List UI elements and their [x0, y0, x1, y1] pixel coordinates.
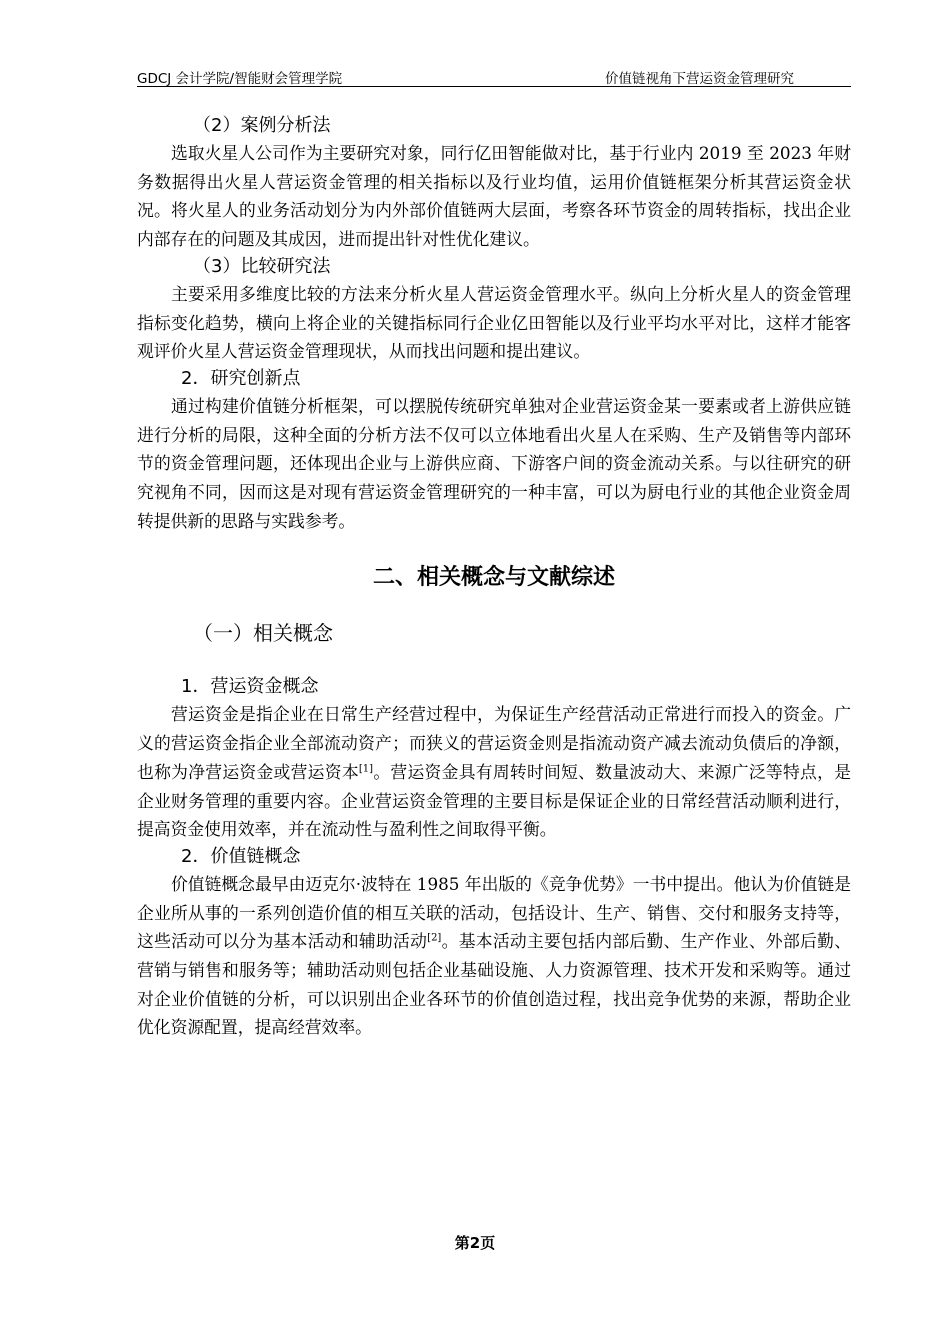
wc-text-b: 。营运资金具有周转时间短、数量波动大、来源广泛等特点，是企业财务管理的重要内容。企业营运资金管理的主要目标是保证企业的日常经营活动顺利进行，提高资金使用效率，并在流动性与盈利性之间取得平衡。 — [137, 761, 851, 840]
reference-1: [1] — [358, 763, 374, 775]
value-chain-heading: 2．价值链概念 — [181, 845, 301, 867]
case-study-paragraph: 选取火星人公司作为主要研究对象，同行亿田智能做对比，基于行业内 2019 至 2023 年财务数据得出火星人营运资金管理的相关指标以及行业均值，运用价值链框架分析其营运资金状况。将火星人的业务活动划分为内外部价值链两大层面，考察各环节资金的周转指标，找出企业内部存在的问题及其成因，进而提出针对性优化建议。 — [137, 143, 851, 250]
value-chain-paragraph — [137, 870, 851, 1042]
page-content — [137, 113, 851, 1042]
working-capital-heading: 1．营运资金概念 — [181, 676, 319, 698]
innovation-heading: 2．研究创新点 — [181, 367, 301, 389]
reference-2: [2] — [427, 932, 442, 944]
comparative-heading: （3）比较研究法 — [193, 255, 331, 277]
header-title: 价值链视角下营运资金管理研究 — [605, 71, 794, 87]
page-header — [137, 64, 851, 87]
vc-text-b: 。基本活动主要包括内部后勤、生产作业、外部后勤、营销与销售和服务等；辅助活动则包括企业基础设施、人力资源管理、技术开发和采购等。通过对企业价值链的分析，可以识别出企业各环节的价值创造过程，找出竞争优势的来源，帮助企业优化资源配置，提高经营效率。 — [137, 931, 851, 1038]
innovation-paragraph: 通过构建价值链分析框架，可以摆脱传统研究单独对企业营运资金某一要素或者上游供应链进行分析的局限，这种全面的分析方法不仅可以立体地看出火星人在采购、生产及销售等内部环节的资金管理问题，还体现出企业与上游供应商、下游客户间的资金流动关系。与以往研究的研究视角不同，因而这是对现有营运资金管理研究的一种丰富，可以为厨电行业的其他企业资金周转提供新的思路与实践参考。 — [137, 395, 851, 531]
chapter-title: 二、相关概念与文献综述 — [372, 565, 615, 591]
vc-text-a: 价值链概念最早由迈克尔·波特在 1985 年出版的《竞争优势》一书中提出。他认为价值链是企业所从事的一系列创造价值的相互关联的活动，包括设计、生产、销售、交付和服务支持等，这些活动可以分为基本活动和辅助活动 — [137, 873, 851, 952]
subchapter-title: （一）相关概念 — [193, 621, 333, 646]
working-capital-paragraph — [137, 700, 851, 844]
header-institution: GDCJ 会计学院/智能财会管理学院 — [137, 71, 343, 87]
comparative-paragraph: 主要采用多维度比较的方法来分析火星人营运资金管理水平。纵向上分析火星人的资金管理指标变化趋势，横向上将企业的关键指标同行企业亿田智能以及行业平均水平对比，这样才能客观评价火星人营运资金管理现状，从而找出问题和提出建议。 — [137, 283, 851, 362]
wc-text-a: 营运资金是指企业在日常生产经营过程中，为保证生产经营活动正常进行而投入的资金。广义的营运资金指企业全部流动资产；而狭义的营运资金则是指流动资产减去流动负债后的净额，也称为净营运资金或营运资本 — [137, 704, 851, 782]
page-number: 第2页 — [454, 1234, 496, 1252]
case-study-heading: （2）案例分析法 — [193, 115, 331, 136]
